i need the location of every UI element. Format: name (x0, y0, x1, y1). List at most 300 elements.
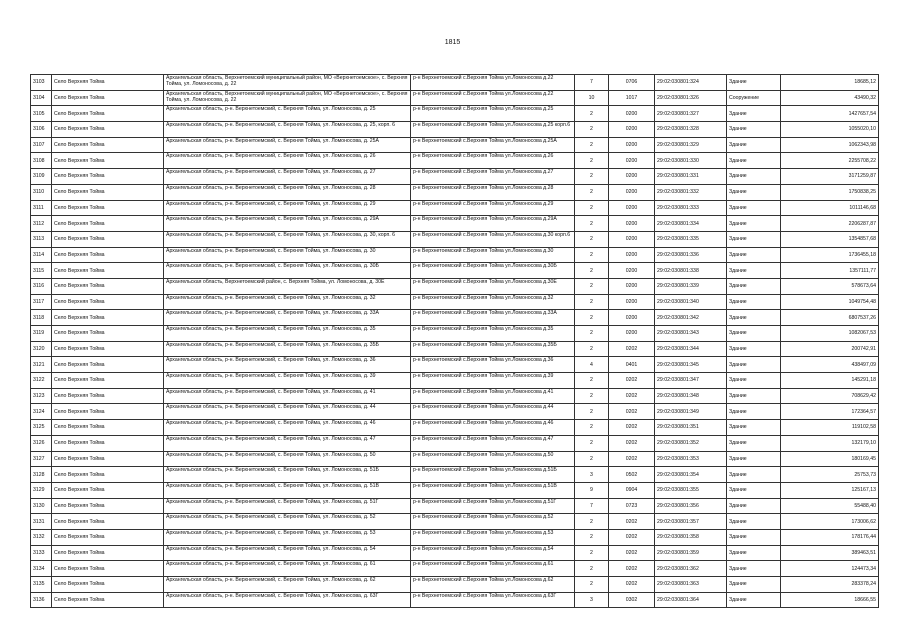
row-number-cell: 3116 (31, 278, 52, 294)
cadastral-address-cell: р-н Верхнетоемский с.Верхняя Тойма ул.Ломоносова д.52 (411, 514, 575, 530)
table-row (31, 184, 879, 200)
row-number-cell: 3112 (31, 216, 52, 232)
code-cell: 0401 (609, 357, 655, 373)
code-cell: 0200 (609, 153, 655, 169)
settlement-cell: Село Верхняя Тойма (52, 75, 164, 91)
code-cell: 0706 (609, 75, 655, 91)
cadastral-number-cell: 29:02:030801:343 (655, 326, 727, 342)
cadastral-number-cell: 29:02:030801:333 (655, 200, 727, 216)
value-cell: 25753,73 (781, 467, 879, 483)
code-cell: 0202 (609, 529, 655, 545)
settlement-cell: Село Верхняя Тойма (52, 388, 164, 404)
row-number-cell: 3106 (31, 122, 52, 138)
cadastral-address-cell: р-н Верхнетоемский с.Верхняя Тойма ул.Ломоносова д.53 (411, 529, 575, 545)
row-number-cell: 3128 (31, 467, 52, 483)
value-cell: 1082067,53 (781, 326, 879, 342)
value-cell: 145291,18 (781, 373, 879, 389)
code-cell: 0202 (609, 514, 655, 530)
value-cell: 1062343,98 (781, 137, 879, 153)
row-number-cell: 3126 (31, 435, 52, 451)
row-number-cell: 3118 (31, 310, 52, 326)
code-group-cell: 2 (575, 200, 609, 216)
settlement-cell: Село Верхняя Тойма (52, 451, 164, 467)
code-cell: 0302 (609, 592, 655, 608)
cadastral-number-cell: 29:02:030801:334 (655, 216, 727, 232)
settlement-cell: Село Верхняя Тойма (52, 137, 164, 153)
code-group-cell: 2 (575, 278, 609, 294)
value-cell: 124473,34 (781, 561, 879, 577)
code-cell: 1017 (609, 90, 655, 106)
address-cell: Архангельская область, р-н. Верхнетоемский, с. Верхняя Тойма, ул. Ломоносова, д. 44 (164, 404, 411, 420)
cadastral-number-cell: 29:02:030801:330 (655, 153, 727, 169)
object-type-cell: Здание (727, 326, 781, 342)
address-cell: Архангельская область, р-н. Верхнетоемский, с. Верхняя Тойма, ул. Ломоносова, д. 53 (164, 529, 411, 545)
code-group-cell: 2 (575, 310, 609, 326)
cadastral-number-cell: 29:02:030801:357 (655, 514, 727, 530)
cadastral-address-cell: р-н Верхнетоемский с.Верхняя Тойма ул.Ломоносова д.22 (411, 90, 575, 106)
row-number-cell: 3104 (31, 90, 52, 106)
object-type-cell: Здание (727, 498, 781, 514)
object-type-cell: Здание (727, 420, 781, 436)
object-type-cell: Здание (727, 247, 781, 263)
cadastral-address-cell: р-н Верхнетоемский с.Верхняя Тойма ул.Ломоносова д.62 (411, 577, 575, 593)
value-cell: 1049754,48 (781, 294, 879, 310)
settlement-cell: Село Верхняя Тойма (52, 90, 164, 106)
cadastral-address-cell: р-н Верхнетоемский с.Верхняя Тойма ул.Ломоносова д.25А (411, 137, 575, 153)
cadastral-number-cell: 29:02:030801:342 (655, 310, 727, 326)
settlement-cell: Село Верхняя Тойма (52, 216, 164, 232)
cadastral-address-cell: р-н Верхнетоемский с.Верхняя Тойма ул.Ломоносова д.33А (411, 310, 575, 326)
object-type-cell: Здание (727, 153, 781, 169)
cadastral-address-cell: р-н Верхнетоемский с.Верхняя Тойма ул.Ломоносова д.54 (411, 545, 575, 561)
object-type-cell: Здание (727, 561, 781, 577)
object-type-cell: Здание (727, 122, 781, 138)
code-cell: 0200 (609, 247, 655, 263)
object-type-cell: Здание (727, 341, 781, 357)
table-row (31, 310, 879, 326)
value-cell: 173006,62 (781, 514, 879, 530)
table-row (31, 263, 879, 279)
cadastral-address-cell: р-н Верхнетоемский с.Верхняя Тойма ул.Ломоносова д.25 корп.6 (411, 122, 575, 138)
table-row (31, 577, 879, 593)
address-cell: Архангельская область, р-н. Верхнетоемский, с. Верхняя Тойма, ул. Ломоносова, д. 35Б (164, 341, 411, 357)
settlement-cell: Село Верхняя Тойма (52, 514, 164, 530)
address-cell: Архангельская область, р-н. Верхнетоемский, с. Верхняя Тойма, ул. Ломоносова, д. 27 (164, 169, 411, 185)
cadastral-number-cell: 29:02:030801:354 (655, 467, 727, 483)
table-row (31, 388, 879, 404)
table-body (31, 75, 879, 608)
code-cell: 0202 (609, 373, 655, 389)
code-cell: 0202 (609, 561, 655, 577)
row-number-cell: 3132 (31, 529, 52, 545)
cadastral-number-cell: 29:02:030801:331 (655, 169, 727, 185)
code-group-cell: 2 (575, 169, 609, 185)
code-cell: 0200 (609, 216, 655, 232)
table-row (31, 357, 879, 373)
object-type-cell: Здание (727, 169, 781, 185)
cadastral-number-cell: 29:02:030801:356 (655, 498, 727, 514)
code-group-cell: 10 (575, 90, 609, 106)
address-cell: Архангельская область, Верхнетоемский муниципальный район, МО «Верхнетоемское», с. Верхняя Тойма, ул. Ломоносова, д. 22 (164, 75, 411, 91)
cadastral-number-cell: 29:02:030801:326 (655, 90, 727, 106)
object-type-cell: Здание (727, 467, 781, 483)
row-number-cell: 3123 (31, 388, 52, 404)
value-cell: 200742,91 (781, 341, 879, 357)
table-row (31, 326, 879, 342)
table-row (31, 122, 879, 138)
table-row (31, 592, 879, 608)
cadastral-address-cell: р-н Верхнетоемский с.Верхняя Тойма ул.Ломоносова д.41 (411, 388, 575, 404)
object-type-cell: Здание (727, 451, 781, 467)
row-number-cell: 3134 (31, 561, 52, 577)
table-row (31, 294, 879, 310)
table-row (31, 482, 879, 498)
row-number-cell: 3133 (31, 545, 52, 561)
settlement-cell: Село Верхняя Тойма (52, 200, 164, 216)
object-type-cell: Здание (727, 106, 781, 122)
code-cell: 0200 (609, 106, 655, 122)
cadastral-number-cell: 29:02:030801:324 (655, 75, 727, 91)
table-row (31, 467, 879, 483)
cadastral-address-cell: р-н Верхнетоемский с.Верхняя Тойма ул.Ломоносова д.51Б (411, 467, 575, 483)
settlement-cell: Село Верхняя Тойма (52, 482, 164, 498)
object-type-cell: Здание (727, 184, 781, 200)
row-number-cell: 3131 (31, 514, 52, 530)
address-cell: Архангельская область, р-н. Верхнетоемский, с. Верхняя Тойма, ул. Ломоносова, д. 29А (164, 216, 411, 232)
object-type-cell: Здание (727, 482, 781, 498)
row-number-cell: 3109 (31, 169, 52, 185)
table-row (31, 231, 879, 247)
cadastral-address-cell: р-н Верхнетоемский с.Верхняя Тойма ул.Ломоносова д.35Б (411, 341, 575, 357)
settlement-cell: Село Верхняя Тойма (52, 529, 164, 545)
object-type-cell: Здание (727, 357, 781, 373)
object-type-cell: Здание (727, 263, 781, 279)
cadastral-address-cell: р-н Верхнетоемский с.Верхняя Тойма ул.Ломоносова д.50 (411, 451, 575, 467)
object-type-cell: Здание (727, 373, 781, 389)
value-cell: 1011146,68 (781, 200, 879, 216)
address-cell: Архангельская область, р-н. Верхнетоемский, с. Верхняя Тойма, ул. Ломоносова, д. 33А (164, 310, 411, 326)
address-cell: Архангельская область, р-н. Верхнетоемский, с. Верхняя Тойма, ул. Ломоносова, д. 61 (164, 561, 411, 577)
code-group-cell: 2 (575, 545, 609, 561)
row-number-cell: 3124 (31, 404, 52, 420)
code-group-cell: 2 (575, 122, 609, 138)
cadastral-number-cell: 29:02:030801:332 (655, 184, 727, 200)
cadastral-number-cell: 29:02:030801:328 (655, 122, 727, 138)
address-cell: Архангельская область, р-н. Верхнетоемский, с. Верхняя Тойма, ул. Ломоносова, д. 28 (164, 184, 411, 200)
address-cell: Архангельская область, р-н. Верхнетоемский, с. Верхняя Тойма, ул. Ломоносова, д. 25, корп. 6 (164, 122, 411, 138)
address-cell: Архангельская область, р-н. Верхнетоемский, с. Верхняя Тойма, ул. Ломоносова, д. 54 (164, 545, 411, 561)
address-cell: Архангельская область, Верхнетоемский муниципальный район, МО «Верхнетоемское», с. Верхняя Тойма, ул. Ломоносова, д. 22 (164, 90, 411, 106)
value-cell: 2206287,87 (781, 216, 879, 232)
cadastral-address-cell: р-н Верхнетоемский с.Верхняя Тойма ул.Ломоносова д.36 (411, 357, 575, 373)
cadastral-number-cell: 29:02:030801:364 (655, 592, 727, 608)
code-group-cell: 2 (575, 420, 609, 436)
address-cell: Архангельская область, р-н. Верхнетоемский, с. Верхняя Тойма, ул. Ломоносова, д. 30 (164, 247, 411, 263)
cadastral-number-cell: 29:02:030801:336 (655, 247, 727, 263)
table-row (31, 75, 879, 91)
table-row (31, 420, 879, 436)
cadastral-number-cell: 29:02:030801:347 (655, 373, 727, 389)
object-type-cell: Здание (727, 592, 781, 608)
code-group-cell: 2 (575, 137, 609, 153)
code-group-cell: 2 (575, 184, 609, 200)
code-cell: 0200 (609, 294, 655, 310)
code-cell: 0200 (609, 200, 655, 216)
address-cell: Архангельская область, р-н. Верхнетоемский, с. Верхняя Тойма, ул. Ломоносова, д. 39 (164, 373, 411, 389)
code-cell: 0904 (609, 482, 655, 498)
address-cell: Архангельская область, р-н. Верхнетоемский, с. Верхняя Тойма, ул. Ломоносова, д. 52 (164, 514, 411, 530)
table-row (31, 404, 879, 420)
cadastral-address-cell: р-н Верхнетоемский с.Верхняя Тойма ул.Ломоносова д.28 (411, 184, 575, 200)
code-cell: 0200 (609, 231, 655, 247)
settlement-cell: Село Верхняя Тойма (52, 341, 164, 357)
code-cell: 0723 (609, 498, 655, 514)
code-group-cell: 2 (575, 153, 609, 169)
table-row (31, 561, 879, 577)
value-cell: 180169,45 (781, 451, 879, 467)
code-group-cell: 2 (575, 514, 609, 530)
settlement-cell: Село Верхняя Тойма (52, 404, 164, 420)
cadastral-address-cell: р-н Верхнетоемский с.Верхняя Тойма ул.Ломоносова д.26 (411, 153, 575, 169)
settlement-cell: Село Верхняя Тойма (52, 373, 164, 389)
address-cell: Архангельская область, р-н. Верхнетоемский, с. Верхняя Тойма, ул. Ломоносова, д. 32 (164, 294, 411, 310)
settlement-cell: Село Верхняя Тойма (52, 184, 164, 200)
cadastral-number-cell: 29:02:030801:344 (655, 341, 727, 357)
address-cell: Архангельская область, р-н. Верхнетоемский, с. Верхняя Тойма, ул. Ломоносова, д. 25 (164, 106, 411, 122)
address-cell: Архангельская область, р-н. Верхнетоемский, с. Верхняя Тойма, ул. Ломоносова, д. 51В (164, 482, 411, 498)
settlement-cell: Село Верхняя Тойма (52, 231, 164, 247)
address-cell: Архангельская область, р-н. Верхнетоемский, с. Верхняя Тойма, ул. Ломоносова, д. 50 (164, 451, 411, 467)
table-row (31, 200, 879, 216)
address-cell: Архангельская область, р-н. Верхнетоемский, с. Верхняя Тойма, ул. Ломоносова, д. 36 (164, 357, 411, 373)
object-type-cell: Здание (727, 435, 781, 451)
object-type-cell: Здание (727, 310, 781, 326)
cadastral-address-cell: р-н Верхнетоемский с.Верхняя Тойма ул.Ломоносова д.51В (411, 482, 575, 498)
cadastral-address-cell: р-н Верхнетоемский с.Верхняя Тойма ул.Ломоносова д.44 (411, 404, 575, 420)
code-group-cell: 2 (575, 294, 609, 310)
cadastral-number-cell: 29:02:030801:327 (655, 106, 727, 122)
value-cell: 2255708,22 (781, 153, 879, 169)
settlement-cell: Село Верхняя Тойма (52, 435, 164, 451)
settlement-cell: Село Верхняя Тойма (52, 247, 164, 263)
table-row (31, 216, 879, 232)
cadastral-address-cell: р-н Верхнетоемский с.Верхняя Тойма ул.Ломоносова д.25 (411, 106, 575, 122)
code-cell: 0200 (609, 137, 655, 153)
code-group-cell: 7 (575, 75, 609, 91)
row-number-cell: 3117 (31, 294, 52, 310)
page-number: 1815 (444, 39, 461, 46)
code-group-cell: 2 (575, 216, 609, 232)
table-row (31, 529, 879, 545)
settlement-cell: Село Верхняя Тойма (52, 169, 164, 185)
value-cell: 1357111,77 (781, 263, 879, 279)
value-cell: 55488,40 (781, 498, 879, 514)
cadastral-number-cell: 29:02:030801:349 (655, 404, 727, 420)
table-row (31, 545, 879, 561)
cadastral-address-cell: р-н Верхнетоемский с.Верхняя Тойма ул.Ломоносова д.30Б (411, 263, 575, 279)
settlement-cell: Село Верхняя Тойма (52, 545, 164, 561)
value-cell: 1427657,54 (781, 106, 879, 122)
row-number-cell: 3114 (31, 247, 52, 263)
cadastral-number-cell: 29:02:030801:339 (655, 278, 727, 294)
object-type-cell: Здание (727, 75, 781, 91)
cadastral-address-cell: р-н Верхнетоемский с.Верхняя Тойма ул.Ломоносова д.63Г (411, 592, 575, 608)
table-row (31, 373, 879, 389)
value-cell: 1736455,18 (781, 247, 879, 263)
code-cell: 0502 (609, 467, 655, 483)
object-type-cell: Здание (727, 200, 781, 216)
address-cell: Архангельская область, р-н. Верхнетоемский, с. Верхняя Тойма, ул. Ломоносова, д. 26 (164, 153, 411, 169)
cadastral-number-cell: 29:02:030801:329 (655, 137, 727, 153)
cadastral-number-cell: 29:02:030801:338 (655, 263, 727, 279)
code-group-cell: 2 (575, 529, 609, 545)
row-number-cell: 3130 (31, 498, 52, 514)
cadastral-address-cell: р-н Верхнетоемский с.Верхняя Тойма ул.Ломоносова д.39 (411, 373, 575, 389)
row-number-cell: 3121 (31, 357, 52, 373)
table-row (31, 153, 879, 169)
settlement-cell: Село Верхняя Тойма (52, 278, 164, 294)
table-row (31, 514, 879, 530)
value-cell: 438497,09 (781, 357, 879, 373)
code-group-cell: 2 (575, 577, 609, 593)
cadastral-number-cell: 29:02:030801:348 (655, 388, 727, 404)
value-cell: 578673,64 (781, 278, 879, 294)
value-cell: 389463,51 (781, 545, 879, 561)
code-group-cell: 2 (575, 341, 609, 357)
address-cell: Архангельская область, р-н. Верхнетоемский, с. Верхняя Тойма, ул. Ломоносова, д. 25А (164, 137, 411, 153)
value-cell: 18666,55 (781, 592, 879, 608)
row-number-cell: 3108 (31, 153, 52, 169)
code-group-cell: 7 (575, 498, 609, 514)
object-type-cell: Здание (727, 294, 781, 310)
object-type-cell: Здание (727, 278, 781, 294)
object-type-cell: Здание (727, 388, 781, 404)
code-cell: 0200 (609, 326, 655, 342)
code-cell: 0200 (609, 263, 655, 279)
code-group-cell: 2 (575, 561, 609, 577)
cadastral-address-cell: р-н Верхнетоемский с.Верхняя Тойма ул.Ломоносова д.32 (411, 294, 575, 310)
address-cell: Архангельская область, р-н. Верхнетоемский, с. Верхняя Тойма, ул. Ломоносова, д. 29 (164, 200, 411, 216)
code-group-cell: 3 (575, 467, 609, 483)
object-type-cell: Здание (727, 577, 781, 593)
object-type-cell: Здание (727, 545, 781, 561)
code-group-cell: 2 (575, 247, 609, 263)
code-cell: 0202 (609, 577, 655, 593)
cadastral-address-cell: р-н Верхнетоемский с.Верхняя Тойма ул.Ломоносова д.61 (411, 561, 575, 577)
value-cell: 1750838,25 (781, 184, 879, 200)
value-cell: 172364,57 (781, 404, 879, 420)
cadastral-number-cell: 29:02:030801:358 (655, 529, 727, 545)
address-cell: Архангельская область, р-н. Верхнетоемский, с. Верхняя Тойма, ул. Ломоносова, д. 30, корп. 6 (164, 231, 411, 247)
object-type-cell: Здание (727, 216, 781, 232)
code-cell: 0200 (609, 310, 655, 326)
settlement-cell: Село Верхняя Тойма (52, 561, 164, 577)
code-group-cell: 2 (575, 263, 609, 279)
row-number-cell: 3105 (31, 106, 52, 122)
row-number-cell: 3111 (31, 200, 52, 216)
cadastral-address-cell: р-н Верхнетоемский с.Верхняя Тойма ул.Ломоносова д.47 (411, 435, 575, 451)
table-row (31, 278, 879, 294)
cadastral-address-cell: р-н Верхнетоемский с.Верхняя Тойма ул.Ломоносова д.29А (411, 216, 575, 232)
settlement-cell: Село Верхняя Тойма (52, 106, 164, 122)
code-group-cell: 2 (575, 388, 609, 404)
value-cell: 6807537,26 (781, 310, 879, 326)
code-cell: 0202 (609, 420, 655, 436)
table-row (31, 435, 879, 451)
settlement-cell: Село Верхняя Тойма (52, 592, 164, 608)
settlement-cell: Село Верхняя Тойма (52, 294, 164, 310)
cadastral-number-cell: 29:02:030801:353 (655, 451, 727, 467)
table-row (31, 498, 879, 514)
code-group-cell: 2 (575, 106, 609, 122)
cadastral-number-cell: 29:02:030801:335 (655, 231, 727, 247)
cadastral-number-cell: 29:02:030801:363 (655, 577, 727, 593)
settlement-cell: Село Верхняя Тойма (52, 326, 164, 342)
code-group-cell: 2 (575, 373, 609, 389)
row-number-cell: 3127 (31, 451, 52, 467)
value-cell: 1354857,68 (781, 231, 879, 247)
row-number-cell: 3136 (31, 592, 52, 608)
settlement-cell: Село Верхняя Тойма (52, 153, 164, 169)
cadastral-address-cell: р-н Верхнетоемский с.Верхняя Тойма ул.Ломоносова д.35 (411, 326, 575, 342)
object-type-cell: Здание (727, 404, 781, 420)
cadastral-address-cell: р-н Верхнетоемский с.Верхняя Тойма ул.Ломоносова д.22 (411, 75, 575, 91)
cadastral-address-cell: р-н Верхнетоемский с.Верхняя Тойма ул.Ломоносова д.51Г (411, 498, 575, 514)
address-cell: Архангельская область, р-н. Верхнетоемский, с. Верхняя Тойма, ул. Ломоносова, д. 51Б (164, 467, 411, 483)
settlement-cell: Село Верхняя Тойма (52, 467, 164, 483)
value-cell: 283378,24 (781, 577, 879, 593)
cadastral-address-cell: р-н Верхнетоемский с.Верхняя Тойма ул.Ломоносова д.30 корп.6 (411, 231, 575, 247)
row-number-cell: 3103 (31, 75, 52, 91)
table-row (31, 137, 879, 153)
value-cell: 18685,12 (781, 75, 879, 91)
code-group-cell: 2 (575, 404, 609, 420)
cadastral-number-cell: 29:02:030801:362 (655, 561, 727, 577)
cadastral-table (30, 74, 879, 608)
code-group-cell: 9 (575, 482, 609, 498)
settlement-cell: Село Верхняя Тойма (52, 420, 164, 436)
row-number-cell: 3119 (31, 326, 52, 342)
object-type-cell: Здание (727, 137, 781, 153)
settlement-cell: Село Верхняя Тойма (52, 577, 164, 593)
cadastral-address-cell: р-н Верхнетоемский с.Верхняя Тойма ул.Ломоносова д.46 (411, 420, 575, 436)
address-cell: Архангельская область, р-н. Верхнетоемский, с. Верхняя Тойма, ул. Ломоносова, д. 63Г (164, 592, 411, 608)
address-cell: Архангельская область, р-н. Верхнетоемский, с. Верхняя Тойма, ул. Ломоносова, д. 46 (164, 420, 411, 436)
cadastral-number-cell: 29:02:030801:359 (655, 545, 727, 561)
code-group-cell: 2 (575, 451, 609, 467)
address-cell: Архангельская область, Верхнетоемский район, с. Верхняя Тойма, ул. Ломоносова, д. 30Е (164, 278, 411, 294)
address-cell: Архангельская область, р-н. Верхнетоемский, с. Верхняя Тойма, ул. Ломоносова, д. 51Г (164, 498, 411, 514)
value-cell: 178176,44 (781, 529, 879, 545)
cadastral-number-cell: 29:02:030801:351 (655, 420, 727, 436)
settlement-cell: Село Верхняя Тойма (52, 122, 164, 138)
row-number-cell: 3125 (31, 420, 52, 436)
value-cell: 132179,10 (781, 435, 879, 451)
table-row (31, 106, 879, 122)
value-cell: 43490,32 (781, 90, 879, 106)
object-type-cell: Сооружение (727, 90, 781, 106)
settlement-cell: Село Верхняя Тойма (52, 357, 164, 373)
address-cell: Архангельская область, р-н. Верхнетоемский, с. Верхняя Тойма, ул. Ломоносова, д. 62 (164, 577, 411, 593)
code-cell: 0202 (609, 341, 655, 357)
value-cell: 708629,42 (781, 388, 879, 404)
code-cell: 0202 (609, 388, 655, 404)
object-type-cell: Здание (727, 529, 781, 545)
settlement-cell: Село Верхняя Тойма (52, 310, 164, 326)
object-type-cell: Здание (727, 514, 781, 530)
cadastral-number-cell: 29:02:030801:355 (655, 482, 727, 498)
cadastral-address-cell: р-н Верхнетоемский с.Верхняя Тойма ул.Ломоносова д.29 (411, 200, 575, 216)
